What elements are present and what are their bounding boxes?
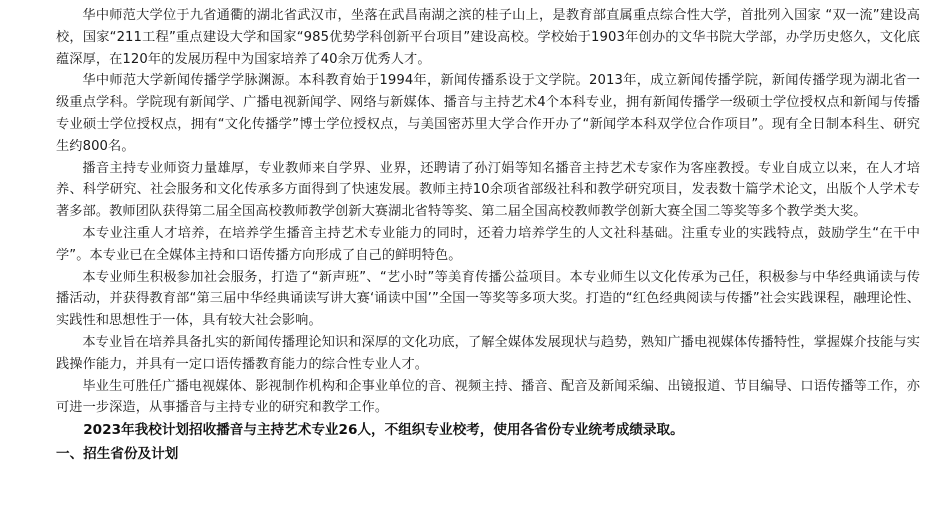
paragraph-faculty: 播音主持专业师资力量雄厚，专业教师来自学界、业界，还聘请了孙汀娟等知名播音主持艺术专家作为客座教授。专业自成立以来，在人才培养、科学研究、社会服务和文化传承多方面得到了快速发展。教师主持10余项省部级社科和教学研究项目，发表数十篇学术论文，出版个人学术专著多部。教师团队获得第二届全国高校教师教学创新大赛湖北省特等奖、第二届全国高校教师教学创新大赛全国二等奖等多个教学类大奖。	[56, 160, 920, 220]
paragraph-journalism-history: 华中师范大学新闻传播学学脉渊源。本科教育始于1994年，新闻传播系设于文学院。2013年，成立新闻传播学院，新闻传播学现为湖北省一级重点学科。学院现有新闻学、广播电视新闻学、网络与新媒体、播音与主持艺术4个本科专业，拥有新闻传播学一级硕士学位授权点和新闻与传播专业硕士学位授权点，拥有“文化传播学”博士学位授权点，与美国密苏里大学合作开办了“新闻学本科双学位合作项目”。现有全日制本科生、研究生约800名。	[56, 73, 920, 154]
paragraph-university-intro: 华中师范大学位于九省通衢的湖北省武汉市，坐落在武昌南湖之滨的桂子山上，是教育部直属重点综合性大学，首批列入国家 “双一流”建设高校，国家“211工程”重点建设大学和国家“985优势学科创新平台项目”建设高校。学校始于1903年创办的文华书院大学部，办学历史悠久，文化底蕴深厚，在120年的发展历程中为国家培养了40余万优秀人才。	[56, 8, 920, 67]
section-heading-provinces: 一、招生省份及计划	[56, 446, 179, 463]
paragraph-career: 毕业生可胜任广播电视媒体、影视制作机构和企事业单位的音、视频主持、播音、配音及新闻采编、出镜报道、节目编导、口语传播等工作，亦可进一步深造，从事播音与主持专业的研究和教学工作。	[56, 378, 920, 416]
paragraph-training-goal: 本专业旨在培养具备扎实的新闻传播理论知识和深厚的文化功底，了解全媒体发展现状与趋势，熟知广播电视媒体传播特性，掌握媒介技能与实践操作能力，并具有一定口语传播教育能力的综合性专业人才。	[56, 334, 920, 372]
paragraph-talent-cultivation: 本专业注重人才培养，在培养学生播音主持艺术专业能力的同时，还着力培养学生的人文社科基础。注重专业的实践特点，鼓励学生“在干中学”。本专业已在全媒体主持和口语传播方向形成了自己的鲜明特色。	[56, 225, 920, 263]
enrollment-note: 2023年我校计划招收播音与主持艺术专业26人，不组织专业校考，使用各省份专业统考成绩录取。	[83, 422, 684, 439]
paragraph-social-service: 本专业师生积极参加社会服务，打造了“新声班”、“艺小时”等美育传播公益项目。本专业师生以文化传承为己任，积极参与中华经典诵读与传播活动，并获得教育部“第三届中华经典诵读写讲大赛‘诵读中国’”全国一等奖等多项大奖。打造的“红色经典阅读与传播”社会实践课程，融理论性、实践性和思想性于一体，具有较大社会影响。	[56, 269, 920, 329]
